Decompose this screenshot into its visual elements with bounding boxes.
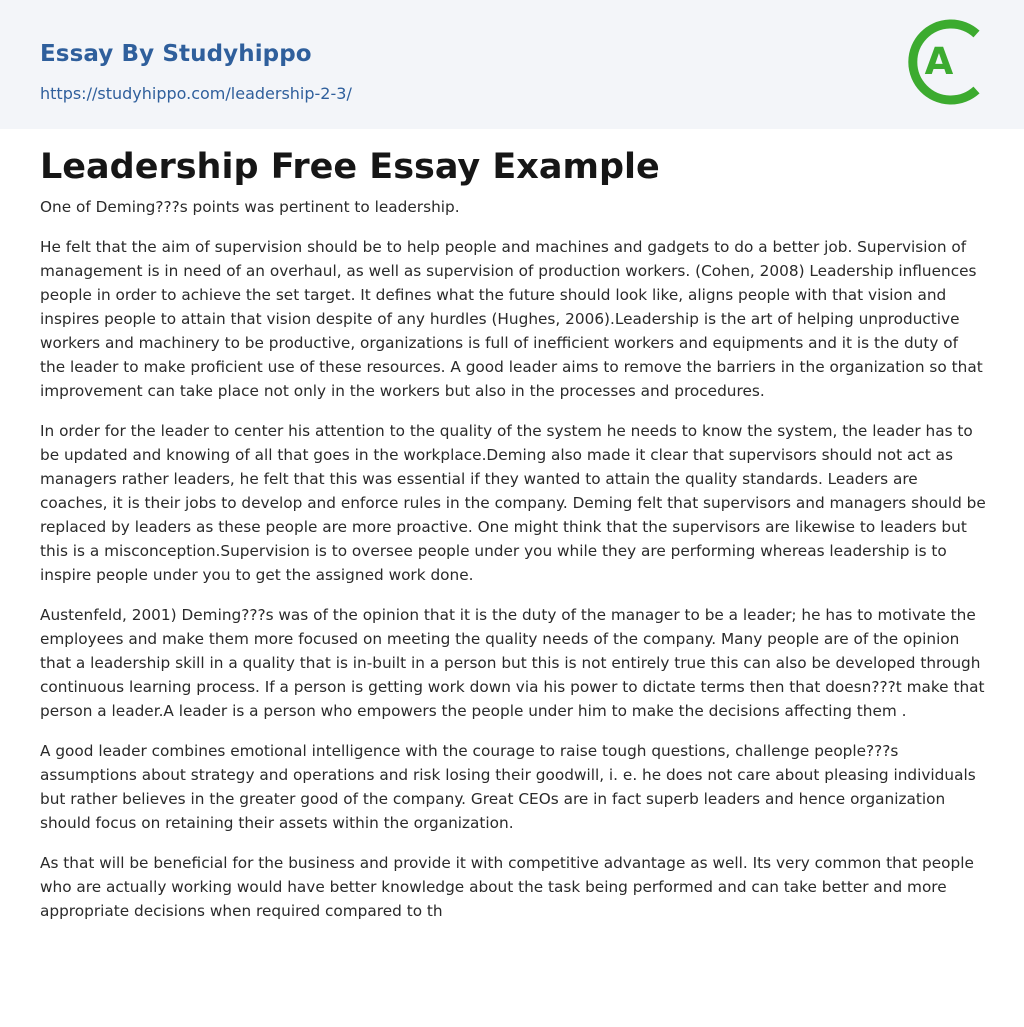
article-paragraph-5: A good leader combines emotional intelligence with the courage to raise tough questions, challenge people???s assumptions about strategy and operations and risk losing their goodwill, i. e. he does not care about pleasing individuals but rather believes in the greater good of the company. Great CEOs are in fact superb leaders and hence organization should focus on retaining their assets within the organization. bbox=[40, 742, 976, 832]
article-paragraph-6: As that will be beneficial for the business and provide it with competitive advantage as well. Its very common that people who are actually working would have better knowledge about the task being performed and can take better and more appropriate decisions when required compared to th bbox=[40, 854, 974, 920]
article-content bbox=[40, 143, 986, 939]
article-paragraph-4: Austenfeld, 2001) Deming???s was of the opinion that it is the duty of the manager to be a leader; he has to motivate the employees and make them more focused on meeting the quality needs of the company. Many people are of the opinion that a leadership skill in a quality that is in-built in a person but this is not entirely true this can also be developed through continuous learning process. If a person is getting work down via his power to dictate terms then that doesn???t make that person a leader.A leader is a person who empowers the people under him to make the decisions affecting them . bbox=[40, 606, 985, 720]
logo-letter: A bbox=[924, 40, 954, 83]
site-header bbox=[0, 0, 1024, 129]
article-paragraph-3: In order for the leader to center his attention to the quality of the system he needs to know the system, the leader has to be updated and knowing of all that goes in the workplace.Deming also made it clear that supervisors should not act as managers rather leaders, he felt that this was essential if they wanted to attain the quality standards. Leaders are coaches, it is their jobs to develop and enforce rules in the company. Deming felt that supervisors and managers should be replaced by leaders as these people are more proactive. One might think that the supervisors are likewise to leaders but this is a misconception.Supervision is to oversee people under you while they are performing whereas leadership is to inspire people under you to get the assigned work done. bbox=[40, 422, 986, 584]
article-paragraph-2: He felt that the aim of supervision should be to help people and machines and gadgets to do a better job. Supervision of management is in need of an overhaul, as well as supervision of production workers. (Cohen, 2008) Leadership influences people in order to achieve the set target. It defines what the future should look like, aligns people with that vision and inspires people to attain that vision despite of any hurdles (Hughes, 2006).Leadership is the art of helping unproductive workers and machinery to be productive, organizations is full of inefficient workers and equipments and it is the duty of the leader to make proficient use of these resources. A good leader aims to remove the barriers in the organization so that improvement can take place not only in the workers but also in the processes and procedures. bbox=[40, 238, 983, 400]
studyhippo-logo-icon[interactable] bbox=[906, 18, 990, 106]
article-paragraph-1: One of Deming???s points was pertinent to leadership. bbox=[40, 198, 460, 216]
article-title: Leadership Free Essay Example bbox=[40, 147, 660, 187]
article-url-link[interactable]: https://studyhippo.com/leadership-2-3/ bbox=[40, 84, 352, 103]
site-brand[interactable]: Essay By Studyhippo bbox=[40, 41, 312, 67]
